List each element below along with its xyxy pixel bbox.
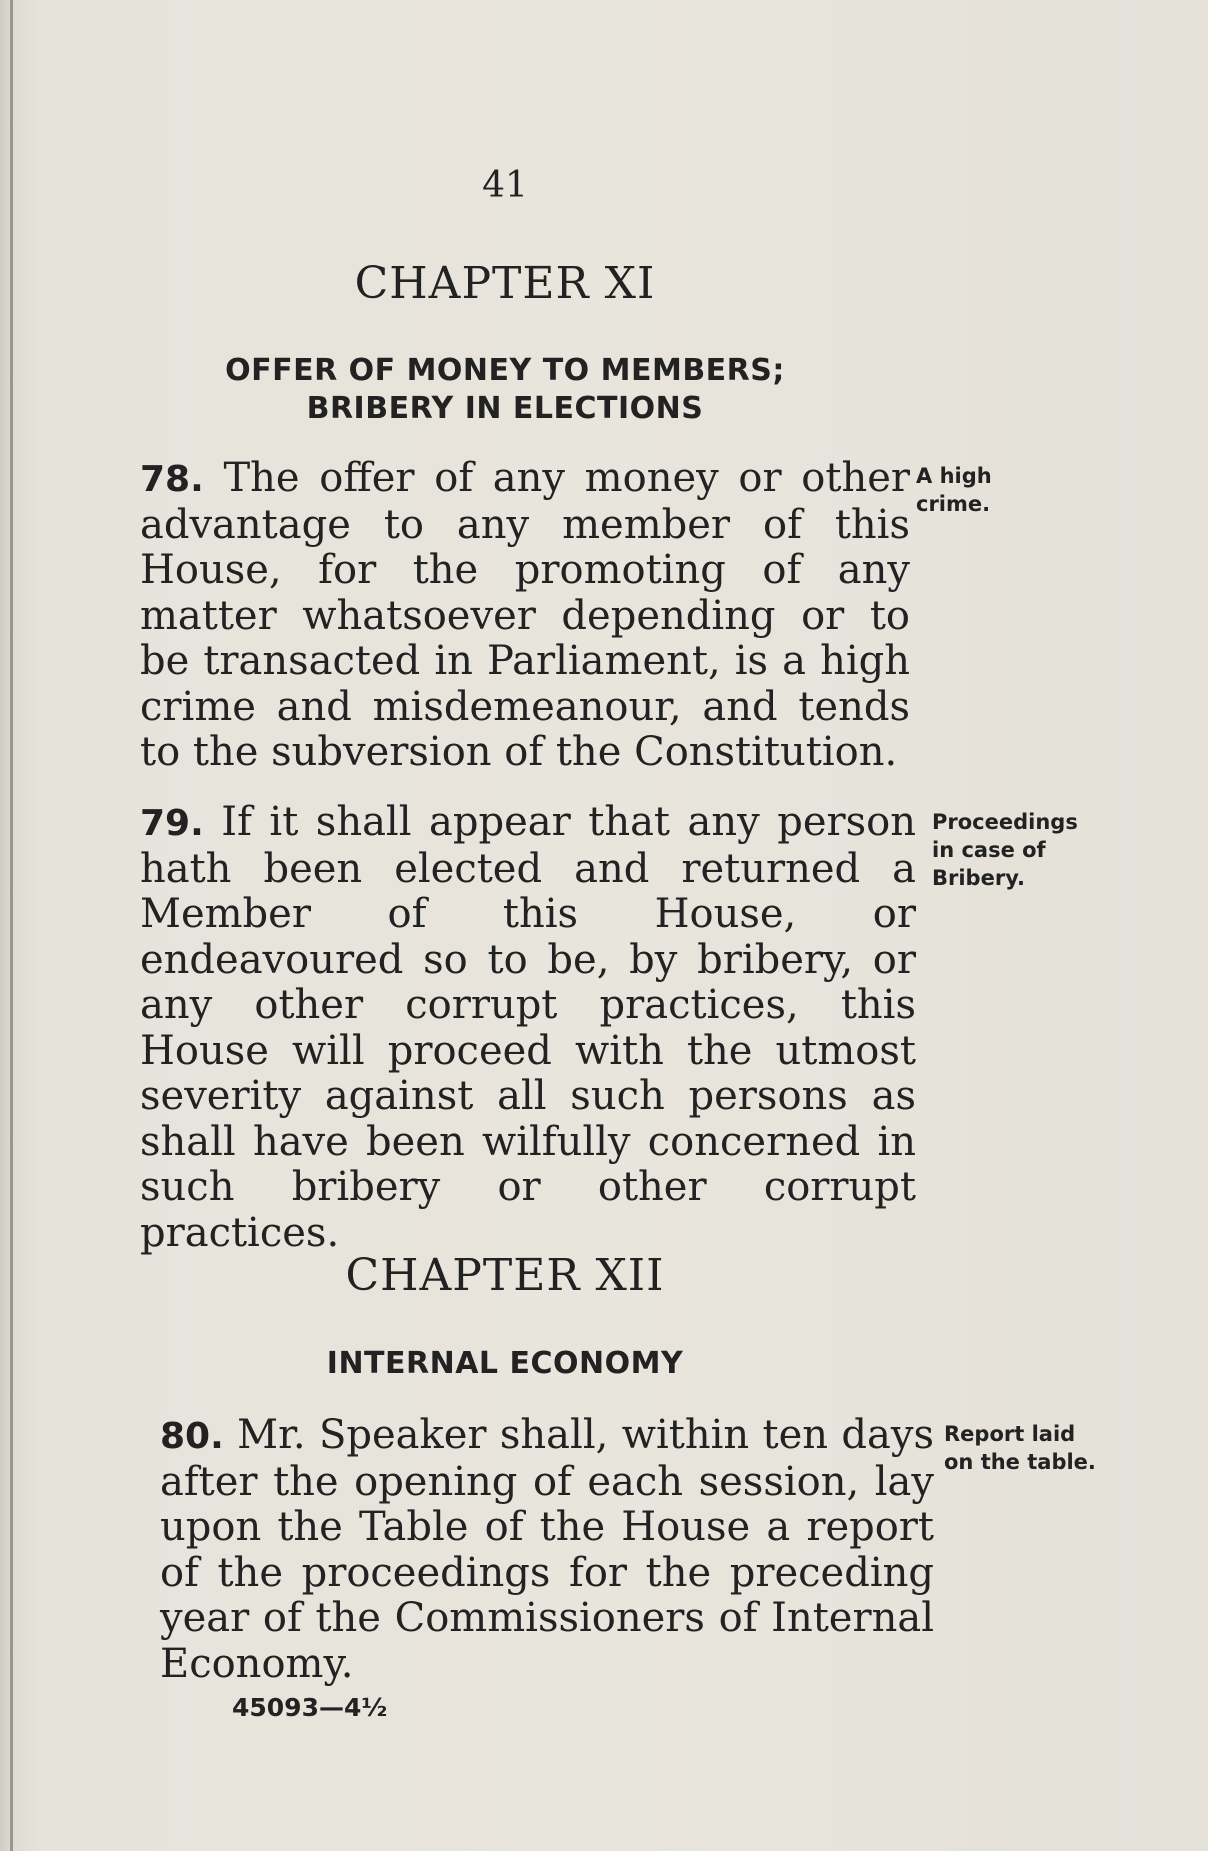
section-78 xyxy=(140,456,910,776)
section-number: 78. xyxy=(140,459,204,500)
section-80 xyxy=(160,1413,934,1687)
chapter-heading-xii: CHAPTER XII xyxy=(345,1250,665,1301)
section-number: 79. xyxy=(140,803,204,844)
chapter-heading-xi: CHAPTER XI xyxy=(354,258,656,309)
section-text: The offer of any money or other advantage to any member of this House, for the promoting of any matter whatsoever depending or to be transacted in Parliament, is a high crime and misdemeanour, and tends to the subversion of the Constitution. xyxy=(140,455,911,775)
section-79 xyxy=(140,800,916,1256)
section-text: Mr. Speaker shall, within ten days after the opening of each session, lay upon the Table of the House a report of the proceedings for the preceding year of the Commissioners of Internal Economy. xyxy=(160,1412,934,1687)
section-text: If it shall appear that any person hath been elected and returned a Member of this House, or endeavoured so to be, by bribery, or any other corrupt practices, this House will proceed with the utmost severity against all such persons as shall have been wilfully concerned in such bribery or other corrupt practices. xyxy=(140,799,916,1256)
margin-note-78: A high crime. xyxy=(916,464,992,516)
chapter-subtitle-line: OFFER OF MONEY TO MEMBERS; xyxy=(225,353,785,388)
section-number: 80. xyxy=(160,1416,224,1457)
chapter-subtitle-line: INTERNAL ECONOMY xyxy=(326,1346,684,1381)
printer-signature: 45093—4½ xyxy=(232,1693,388,1722)
chapter-subtitle-xii xyxy=(0,1345,1010,1383)
margin-note-79: Proceedings in case of Bribery. xyxy=(932,810,1078,890)
chapter-subtitle-line: BRIBERY IN ELECTIONS xyxy=(306,391,704,426)
margin-note-80: Report laid on the table. xyxy=(944,1422,1096,1474)
page-number: 41 xyxy=(482,165,528,206)
chapter-subtitle-xi xyxy=(0,352,1010,428)
